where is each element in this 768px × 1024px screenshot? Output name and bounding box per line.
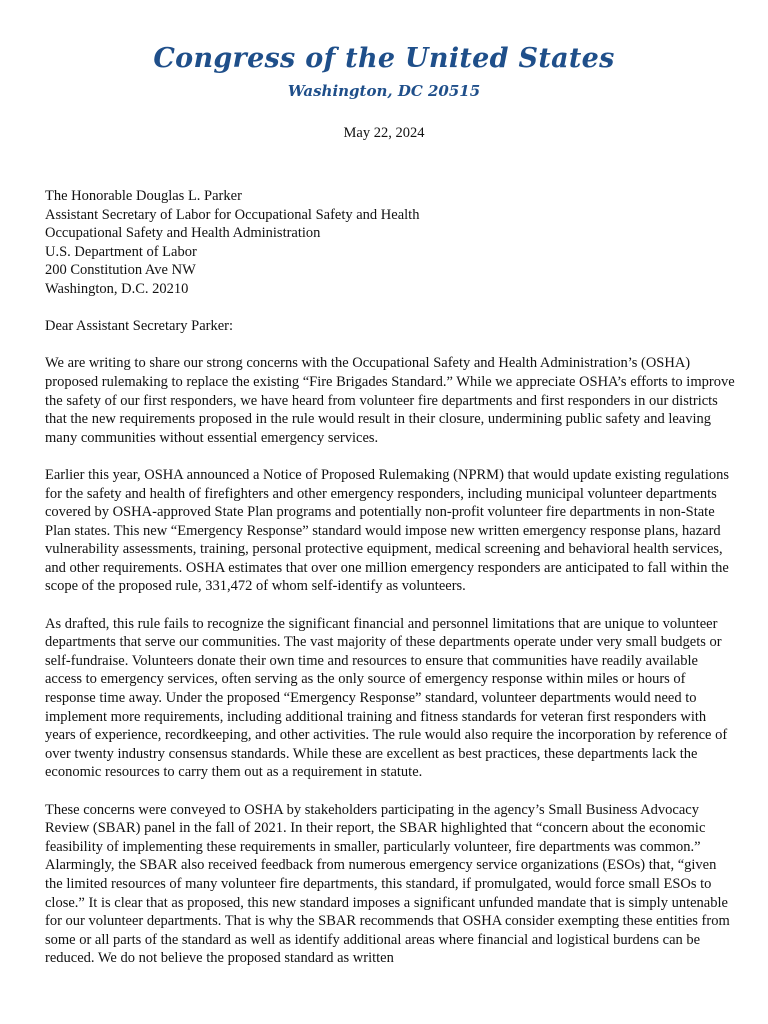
body-paragraph: As drafted, this rule fails to recognize the significant financial and personnel limitations that are unique to volunteer departments that serve our communities. The vast majority of these departments operate under very small budgets or self-fundraise. Volunteers donate their own time and resources to ensure that communities have readily available access to emergency services, often serving as the only source of emergency response within miles or hours of response time away. Under the proposed “Emergency Response” standard, volunteer departments would need to implement more requirements, including additional training and fitness standards for veteran first responders with years of experience, recordkeeping, and other activities. The rule would also require the incorporation by reference of over twenty industry consensus standards. While these are excellent as best practices, these departments lack the economic resources to carry them out as a requirement in statute.	[45, 615, 728, 781]
salutation: Dear Assistant Secretary Parker:	[45, 318, 234, 335]
recipient-address	[45, 187, 735, 299]
recipient-line: The Honorable Douglas L. Parker	[45, 188, 242, 204]
body-paragraph: We are writing to share our strong concerns with the Occupational Safety and Health Administration’s (OSHA) proposed rulemaking to replace the existing “Fire Brigades Standard.” While we appreciate OSHA’s efforts to improve the safety of our first responders, we have heard from volunteer fire departments and first responders in our districts that the new requirements proposed in the rule would result in their closure, undermining public safety and leaving many communities without essential emergency services.	[45, 355, 735, 446]
letter-body	[45, 187, 735, 968]
recipient-line: Assistant Secretary of Labor for Occupational Safety and Health	[45, 206, 420, 223]
recipient-line: U.S. Department of Labor	[45, 243, 197, 260]
letterhead	[0, 42, 768, 102]
letterhead-title: Congress of the United States	[153, 43, 615, 74]
body-paragraph: Earlier this year, OSHA announced a Notice of Proposed Rulemaking (NPRM) that would update existing regulations for the safety and health of firefighters and other emergency responders, including municipal volunteer departments covered by OSHA-approved State Plan programs and potentially non-profit volunteer fire departments in non-State Plan states. This new “Emergency Response” standard would impose new written emergency response plans, hazard vulnerability assessments, training, personal protective equipment, medical screening and behavioral health services, and other requirements. OSHA estimates that over one million emergency responders are anticipated to fall within the scope of the proposed rule, 331,472 of whom self-identify as volunteers.	[45, 466, 730, 595]
recipient-line: Occupational Safety and Health Administration	[45, 225, 321, 242]
recipient-line: 200 Constitution Ave NW	[45, 262, 196, 279]
letterhead-subtitle: Washington, DC 20515	[287, 82, 481, 100]
letter-date: May 22, 2024	[343, 125, 425, 141]
body-paragraph: These concerns were conveyed to OSHA by stakeholders participating in the agency’s Small Business Advocacy Review (SBAR) panel in the fall of 2021. In their report, the SBAR highlighted that “concern about the economic feasibility of implementing these requirements in smaller, particularly volunteer, fire departments was common.” Alarmingly, the SBAR also received feedback from numerous emergency service organizations (ESOs) that, “given the limited resources of many volunteer fire departments, this standard, if promulgated, would force small ESOs to close.” It is clear that as proposed, this new standard imposes a significant unfunded mandate that is simply untenable for our volunteer departments. That is why the SBAR recommends that OSHA consider exempting these entities from some or all parts of the standard as well as identify additional areas where financial and logistical burdens can be reduced. We do not believe the proposed standard as written	[45, 801, 730, 967]
recipient-line: Washington, D.C. 20210	[45, 280, 189, 297]
